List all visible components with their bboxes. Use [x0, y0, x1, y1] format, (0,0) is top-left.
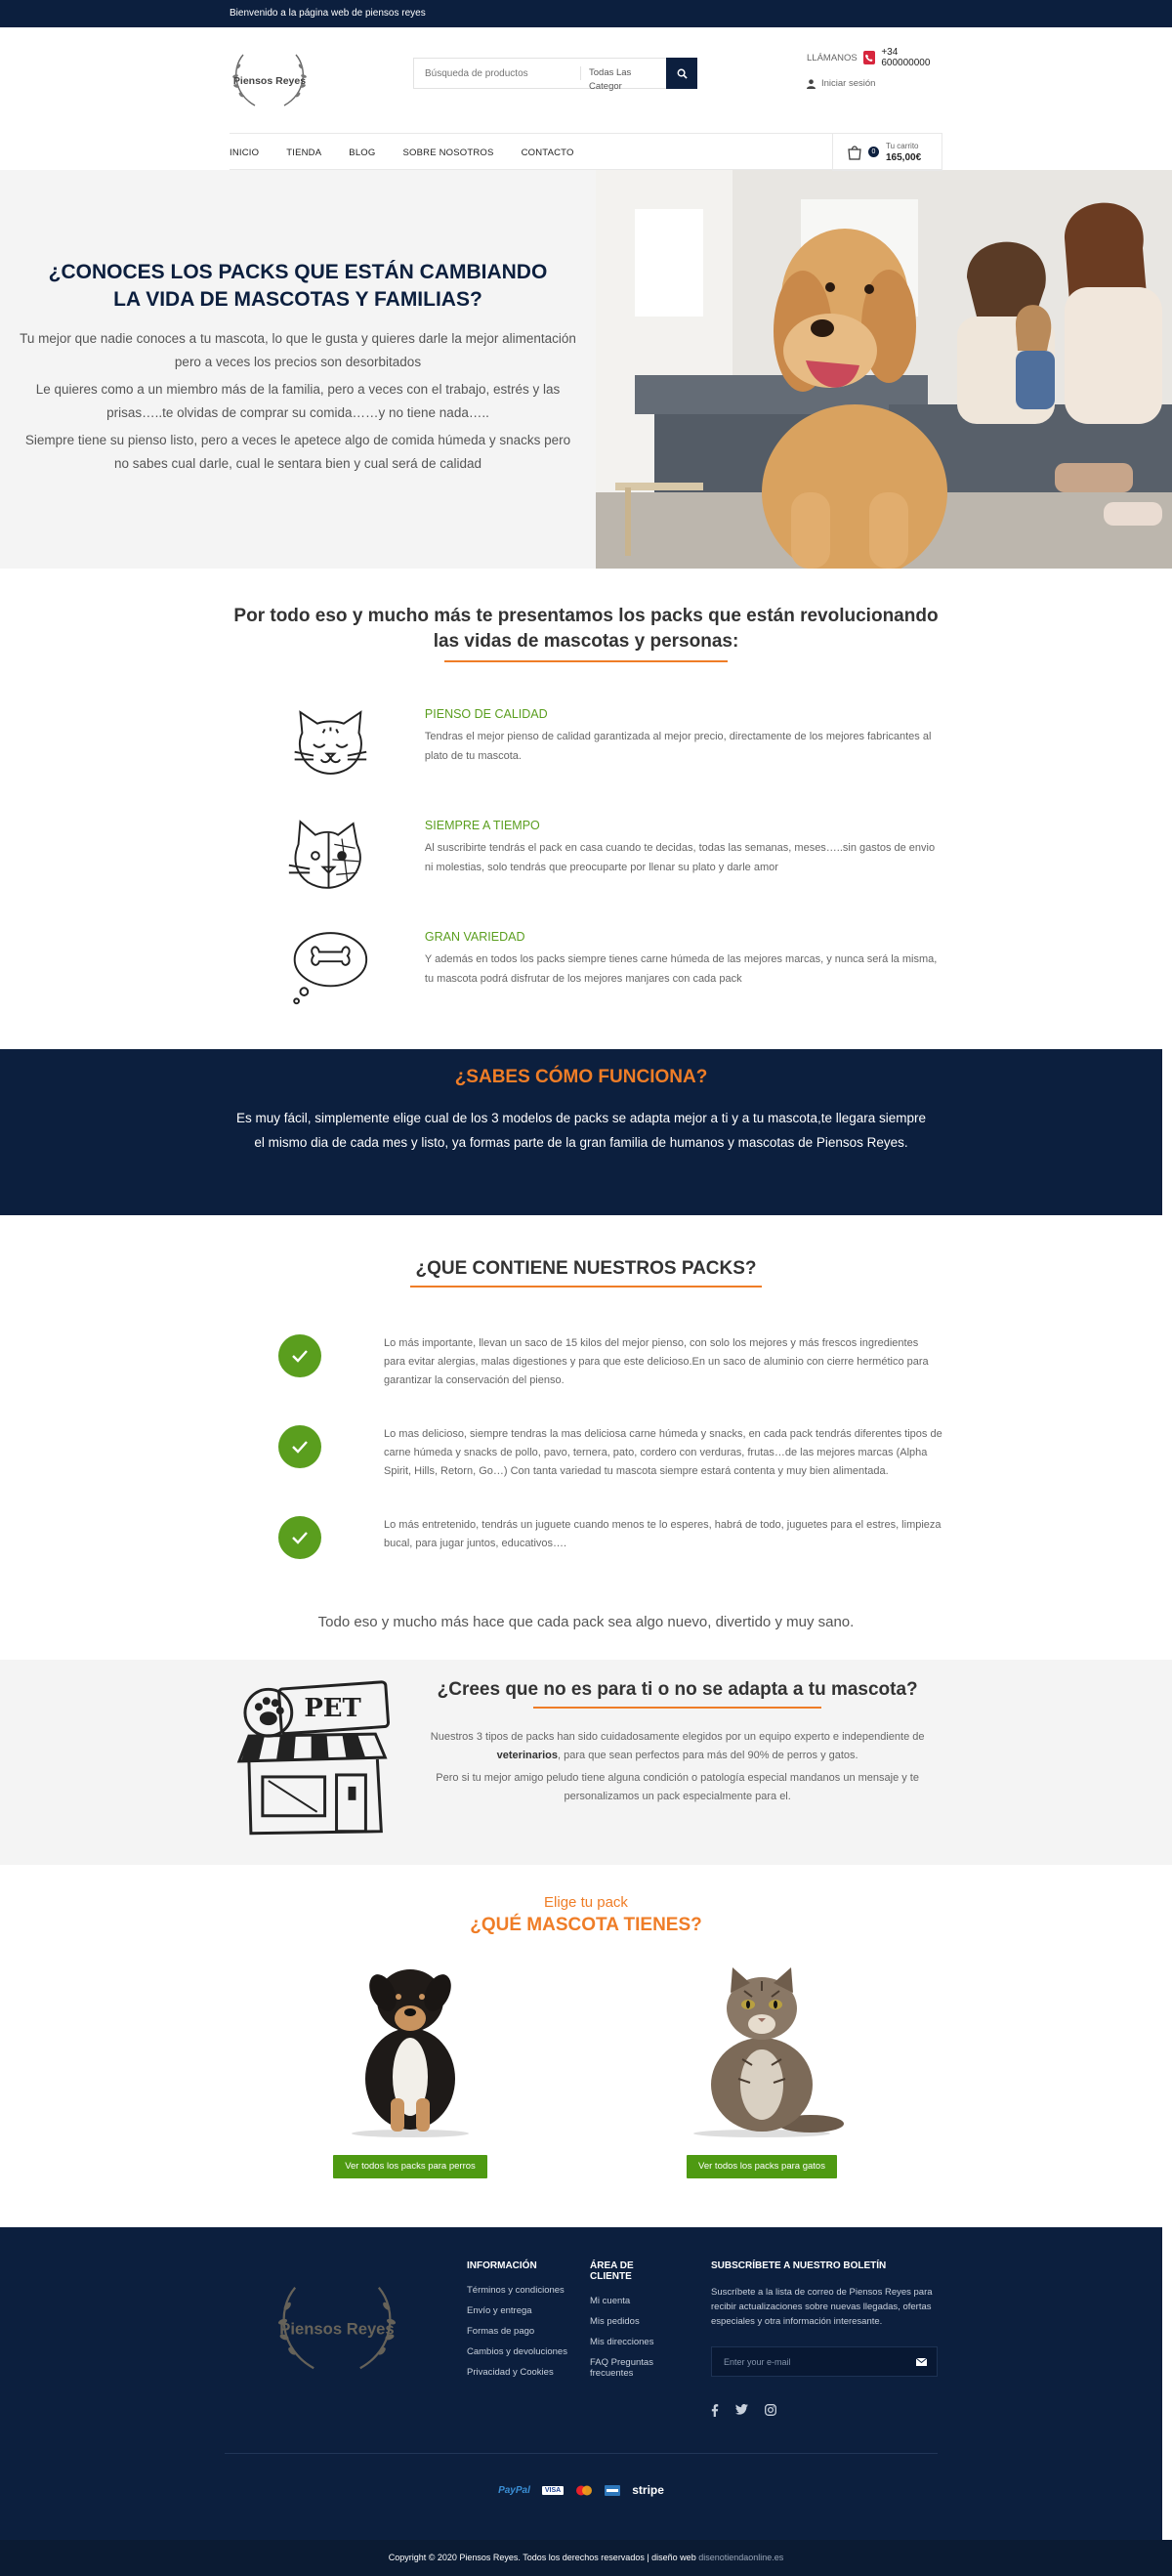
social-links	[711, 2404, 945, 2417]
user-icon	[807, 79, 816, 89]
call-label: LLÁMANOS	[807, 52, 858, 63]
dog-cat-icon	[285, 815, 374, 895]
footer-link-cambios[interactable]: Cambios y devoluciones	[467, 2346, 567, 2357]
paypal-logo: PayPal	[498, 2484, 530, 2496]
copyright-bar	[0, 2540, 1172, 2576]
footer-divider	[225, 2453, 938, 2454]
dog-photo	[313, 1952, 508, 2137]
footer	[0, 2227, 1162, 2540]
instagram-icon[interactable]	[765, 2404, 776, 2416]
how-title: ¿SABES CÓMO FUNCIONA?	[454, 1067, 708, 1087]
visa-logo: VISA	[542, 2486, 564, 2495]
cat-icon	[285, 703, 374, 783]
hero-title: ¿CONOCES LOS PACKS QUE ESTÁN CAMBIANDO LA VIDA DE MASCOTAS Y FAMILIAS?	[48, 261, 548, 311]
dog-column	[313, 1952, 508, 2178]
mastercard-logo	[575, 2485, 593, 2496]
footer-info-title: INFORMACIÓN	[467, 2260, 537, 2271]
footer-link-envio[interactable]: Envío y entrega	[467, 2305, 532, 2316]
amex-logo	[605, 2485, 620, 2496]
how-it-works-section	[0, 1049, 1162, 1215]
nav-item-contacto[interactable]: CONTACTO	[521, 147, 574, 158]
veterinarios-bold: veterinarios	[496, 1750, 559, 1761]
search-input[interactable]	[414, 59, 580, 88]
phone-icon	[863, 51, 876, 64]
search-button[interactable]	[666, 58, 697, 89]
search-bar	[413, 58, 697, 92]
choose-pet-kicker: Elige tu pack	[544, 1894, 628, 1911]
packs-title: ¿QUE CONTIENE NUESTROS PACKS?	[415, 1258, 757, 1279]
hero-paragraph-3: Siempre tiene su pienso listo, pero a veces le apetece algo de comida húmeda y snacks pero no sabes cual darle, cual le sentara bien y cual será de calidad	[24, 433, 571, 471]
bone-thought-icon	[285, 926, 374, 1006]
hero-section	[0, 170, 1172, 569]
login-link[interactable]	[807, 78, 875, 89]
footer-link-mis-pedidos[interactable]: Mis pedidos	[590, 2316, 640, 2327]
stripe-logo: stripe	[632, 2483, 664, 2497]
nav-item-inicio[interactable]: INICIO	[230, 147, 260, 158]
check-icon	[278, 1516, 321, 1559]
hero-paragraph-1: Tu mejor que nadie conoces a tu mascota, lo que le gusta y quieres darle la mejor alimentación pero a veces los precios son desorbitados	[20, 331, 576, 369]
title-underline	[444, 660, 728, 662]
facebook-icon[interactable]	[711, 2404, 719, 2417]
feature-text: Al suscribirte tendrás el pack en casa cuando te decidas, todas las semanas, meses…..sin gastos de envio ni molestias, solo tendrás que preocuparte por llenar su plato y darle amor	[424, 842, 936, 873]
cart-label: Tu carrito	[886, 141, 919, 150]
search-icon	[677, 68, 688, 79]
footer-logo	[273, 2276, 400, 2380]
footer-newsletter-column	[711, 2260, 945, 2417]
svg-text:Piensos Reyes: Piensos Reyes	[279, 2319, 395, 2339]
header	[230, 27, 942, 133]
payment-methods	[225, 2483, 938, 2497]
custom-pack-title: ¿Crees que no es para ti o no se adapta a tu mascota?	[437, 1679, 918, 1700]
pack-item-text: Lo más entretenido, tendrás un juguete cuando menos te lo esperes, habrá de todo, juguetes para el estres, limpieza bucal, para jugar juntos, educativos….	[384, 1519, 942, 1549]
feature-title: GRAN VARIEDAD	[424, 930, 525, 944]
main-nav	[230, 133, 942, 170]
packs-closing-text: Todo eso y mucho más hace que cada pack sea algo nuevo, divertido y muy sano.	[317, 1614, 855, 1630]
check-icon	[278, 1425, 321, 1468]
envelope-icon[interactable]	[916, 2358, 927, 2366]
copyright-text: Copyright © 2020 Piensos Reyes. Todos los derechos reservados | diseño web	[388, 2553, 699, 2562]
footer-link-privacidad[interactable]: Privacidad y Cookies	[467, 2367, 554, 2378]
welcome-text: Bienvenido a la página web de piensos reyes	[230, 8, 426, 19]
custom-pack-paragraph-2: Pero si tu mejor amigo peludo tiene alguna condición o patología especial mandanos un mensaje y te personalizamos un pack especialmente para el.	[436, 1772, 919, 1802]
packs-section	[230, 1215, 942, 1660]
feature-item	[285, 707, 942, 783]
call-info	[807, 47, 942, 68]
custom-pack-paragraph-1	[412, 1728, 942, 1765]
cart-total: 165,00€	[886, 151, 922, 163]
newsletter-text: Suscríbete a la lista de correo de Piensos Reyes para recibir actualizaciones sobre nuevas llegadas, ofertas especiales y otra información interesante.	[711, 2287, 933, 2327]
footer-link-mi-cuenta[interactable]: Mi cuenta	[590, 2296, 631, 2306]
phone-number[interactable]: +34 600000000	[881, 47, 931, 68]
features-section	[230, 569, 942, 1006]
hero-paragraph-2: Le quieres como a un miembro más de la familia, pero a veces con el trabajo, estrés y las prisas…..te olvidas de comprar su comida……y no tiene nada…..	[35, 382, 561, 420]
newsletter-title: SUBSCRÍBETE A NUESTRO BOLETÍN	[711, 2260, 887, 2271]
newsletter-email-input[interactable]	[711, 2346, 938, 2377]
feature-text: Tendras el mejor pienso de calidad garantizada al mejor precio, directamente de los mejores fabricantes al plato de tu mascota.	[424, 731, 932, 762]
hero-text-block	[0, 170, 596, 569]
svg-text:Piensos Reyes: Piensos Reyes	[232, 75, 307, 87]
custom-pack-text-a: Nuestros 3 tipos de packs han sido cuidadosamente elegidos por un equipo experto e independiente de	[430, 1731, 925, 1743]
footer-link-mis-direcciones[interactable]: Mis direcciones	[590, 2337, 654, 2347]
logo[interactable]	[230, 49, 310, 111]
dog-packs-button[interactable]: Ver todos los packs para perros	[333, 2155, 487, 2178]
title-underline	[410, 1286, 762, 1288]
footer-client-column	[590, 2260, 674, 2388]
cart-count-badge: 0	[868, 147, 879, 157]
footer-info-column	[467, 2260, 567, 2387]
nav-item-sobre-nosotros[interactable]: SOBRE NOSOTROS	[402, 147, 494, 158]
email-placeholder: Enter your e-mail	[724, 2356, 791, 2367]
pack-item	[278, 1425, 942, 1481]
feature-title: SIEMPRE A TIEMPO	[424, 819, 540, 832]
cart-widget[interactable]	[832, 133, 942, 171]
nav-item-tienda[interactable]: TIENDA	[286, 147, 322, 158]
choose-pet-section	[0, 1865, 1172, 2227]
choose-pet-title: ¿QUÉ MASCOTA TIENES?	[470, 1915, 702, 1935]
svg-text:PET: PET	[304, 1694, 361, 1724]
pack-item	[278, 1334, 942, 1390]
feature-text: Y además en todos los packs siempre tienes carne húmeda de las mejores marcas, y nunca será la misma, tu mascota podrá disfrutar de los mejores manjares con cada pack	[424, 953, 938, 985]
bag-icon	[847, 145, 862, 160]
login-label[interactable]: Iniciar sesión	[821, 78, 876, 89]
top-bar	[0, 0, 1172, 27]
pack-item-text: Lo mas delicioso, siempre tendras la mas deliciosa carne húmeda y snacks, en cada pack tendrás diferentes tipos de carne húmeda y snacks de pollo, pavo, ternera, pato, cordero con verduras, frutas…de las mejores marcas (Alpha Spirit, Hills, Retorn, Go…) Con tanta variedad tu mascota siempre estará contenta y muy bien alimentada.	[384, 1428, 942, 1477]
category-select[interactable]: Todas Las Categor	[580, 66, 666, 80]
cat-packs-button[interactable]: Ver todos los packs para gatos	[687, 2155, 837, 2178]
cat-photo	[664, 1952, 859, 2137]
cat-column	[664, 1952, 859, 2178]
footer-link-faq[interactable]: FAQ Preguntas frecuentes	[590, 2357, 653, 2379]
footer-client-title: ÁREA DE CLIENTE	[590, 2260, 634, 2282]
feature-item	[285, 930, 942, 1006]
pet-shop-icon	[230, 1679, 395, 1845]
nav-item-blog[interactable]: BLOG	[349, 147, 376, 158]
custom-pack-text-b: , para que sean perfectos para más del 90% de perros y gatos.	[558, 1750, 858, 1761]
features-title: Por todo eso y mucho más te presentamos los packs que están revolucionando las vidas de mascotas y personas:	[233, 606, 939, 652]
footer-link-terminos[interactable]: Términos y condiciones	[467, 2285, 565, 2296]
pack-item-text: Lo más importante, llevan un saco de 15 kilos del mejor pienso, con solo los mejores y más frescos ingredientes para evitar alergias, malas digestiones y para que este delicioso.En un saco de aluminio con cierre hermético para garantizar la conservación del pienso.	[384, 1337, 929, 1386]
custom-pack-section	[0, 1660, 1172, 1865]
feature-title: PIENSO DE CALIDAD	[424, 707, 548, 721]
hero-family-dog-photo	[596, 170, 1172, 569]
check-icon	[278, 1334, 321, 1377]
feature-item	[285, 819, 942, 895]
twitter-icon[interactable]	[735, 2404, 748, 2415]
pack-item	[278, 1516, 942, 1559]
designer-link[interactable]: disenotiendaonline.es	[698, 2553, 784, 2562]
title-underline	[533, 1707, 821, 1709]
how-text: Es muy fácil, simplemente elige cual de los 3 modelos de packs se adapta mejor a ti y a tu mascota,te llegara siempre el mismo dia de cada mes y listo, ya formas parte de la gran familia de humanos y mascotas de Piensos Reyes.	[235, 1111, 927, 1150]
footer-link-pago[interactable]: Formas de pago	[467, 2326, 535, 2337]
